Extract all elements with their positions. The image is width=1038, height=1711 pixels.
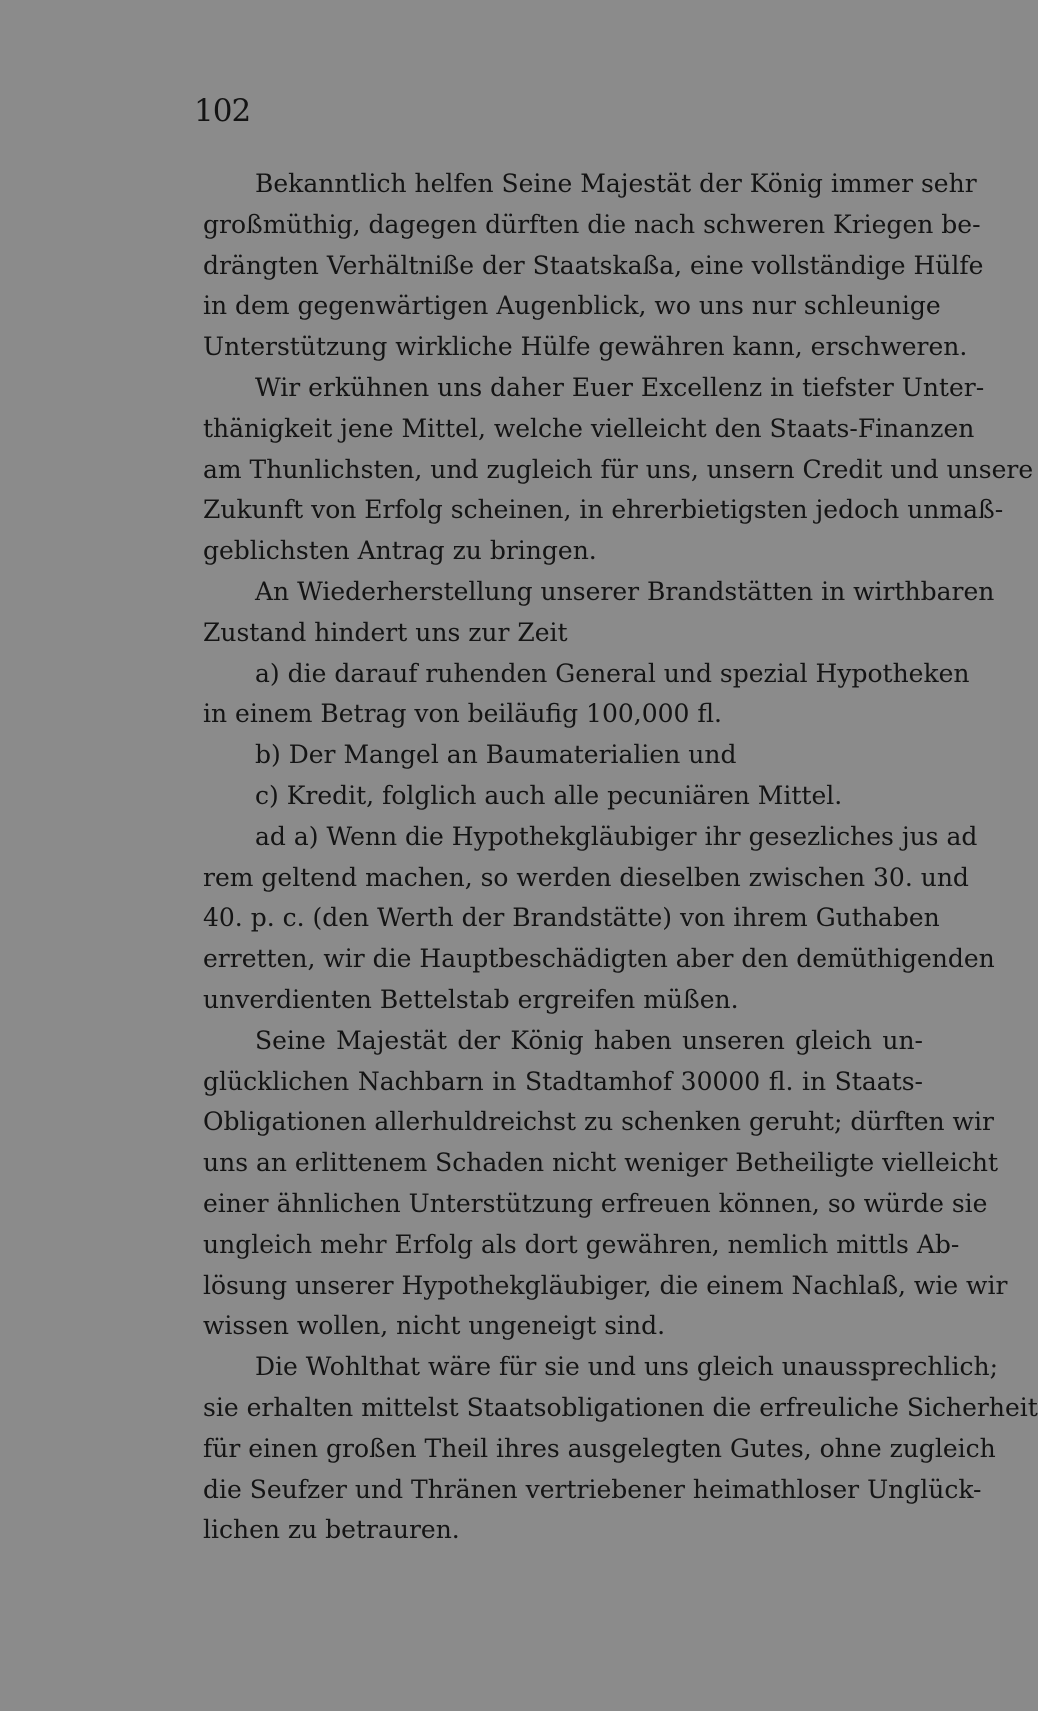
text-line: Zustand hindert uns zur Zeit <box>203 617 568 647</box>
text-line: uns an erlittenem Schaden nicht weniger Betheiligte vielleicht <box>203 1148 998 1178</box>
page-number: 102 <box>194 93 251 129</box>
text-line: am Thunlichsten, und zugleich für uns, unsern Credit und unsere <box>203 454 1034 484</box>
text-line: geblichsten Antrag zu bringen. <box>203 536 597 566</box>
text-line: in dem gegenwärtigen Augenblick, wo uns nur schleunige <box>203 291 941 321</box>
text-line: a) die darauf ruhenden General und spezial Hypotheken <box>255 658 970 688</box>
text-line: drängten Verhältniße der Staatskaßa, eine vollständige Hülfe <box>203 250 984 280</box>
text-line: lichen zu betrauren. <box>203 1515 460 1545</box>
body-text <box>203 164 1038 1551</box>
text-line: erretten, wir die Hauptbeschädigten aber den demüthigenden <box>203 944 995 974</box>
text-line: ungleich mehr Erfolg als dort gewähren, nemlich mittls Ab- <box>203 1229 960 1259</box>
text-line: Unterstützung wirkliche Hülfe gewähren kann, erschweren. <box>203 332 968 362</box>
text-line: c) Kredit, folglich auch alle pecuniären Mittel. <box>255 780 843 810</box>
text-line: einer ähnlichen Unterstützung erfreuen können, so würde sie <box>203 1188 988 1218</box>
text-line: die Seufzer und Thränen vertriebener heimathloser Unglück- <box>203 1474 982 1504</box>
text-line: Bekanntlich helfen Seine Majestät der König immer sehr <box>255 169 977 198</box>
text-line: rem geltend machen, so werden dieselben zwischen 30. und <box>203 862 969 892</box>
text-line: Zukunft von Erfolg scheinen, in ehrerbietigsten jedoch unmaß- <box>203 495 1004 525</box>
text-line: in einem Betrag von beiläufig 100,000 fl. <box>203 699 722 729</box>
text-line: b) Der Mangel an Baumaterialien und <box>255 740 737 770</box>
text-line: unverdienten Bettelstab ergreifen müßen. <box>203 984 739 1014</box>
text-line: Wir erkühnen uns daher Euer Excellenz in tiefster Unter- <box>255 372 985 402</box>
text-line: glücklichen Nachbarn in Stadtamhof 30000 fl. in Staats- <box>203 1066 923 1096</box>
text-line: Seine Majestät der König haben unseren gleich un- <box>255 1025 923 1055</box>
text-line: ad a) Wenn die Hypothekgläubiger ihr gesezliches jus ad <box>255 821 978 851</box>
text-line: für einen großen Theil ihres ausgelegten Gutes, ohne zugleich <box>203 1433 996 1463</box>
text-line: Die Wohlthat wäre für sie und uns gleich unaussprechlich; <box>255 1352 998 1382</box>
text-line: thänigkeit jene Mittel, welche vielleicht den Staats-Finanzen <box>203 413 975 443</box>
text-line: Obligationen allerhuldreichst zu schenken geruht; dürften wir <box>203 1107 994 1137</box>
text-line: wissen wollen, nicht ungeneigt sind. <box>203 1311 666 1341</box>
text-line: großmüthig, dagegen dürften die nach schweren Kriegen be- <box>203 209 981 239</box>
text-line: lösung unserer Hypothekgläubiger, die einem Nachlaß, wie wir <box>203 1270 1008 1300</box>
text-line: 40. p. c. (den Werth der Brandstätte) von ihrem Guthaben <box>203 903 940 933</box>
text-line: An Wiederherstellung unserer Brandstätten in wirthbaren <box>255 576 995 606</box>
text-line: sie erhalten mittelst Staatsobligationen die erfreuliche Sicherheit <box>203 1392 1038 1422</box>
